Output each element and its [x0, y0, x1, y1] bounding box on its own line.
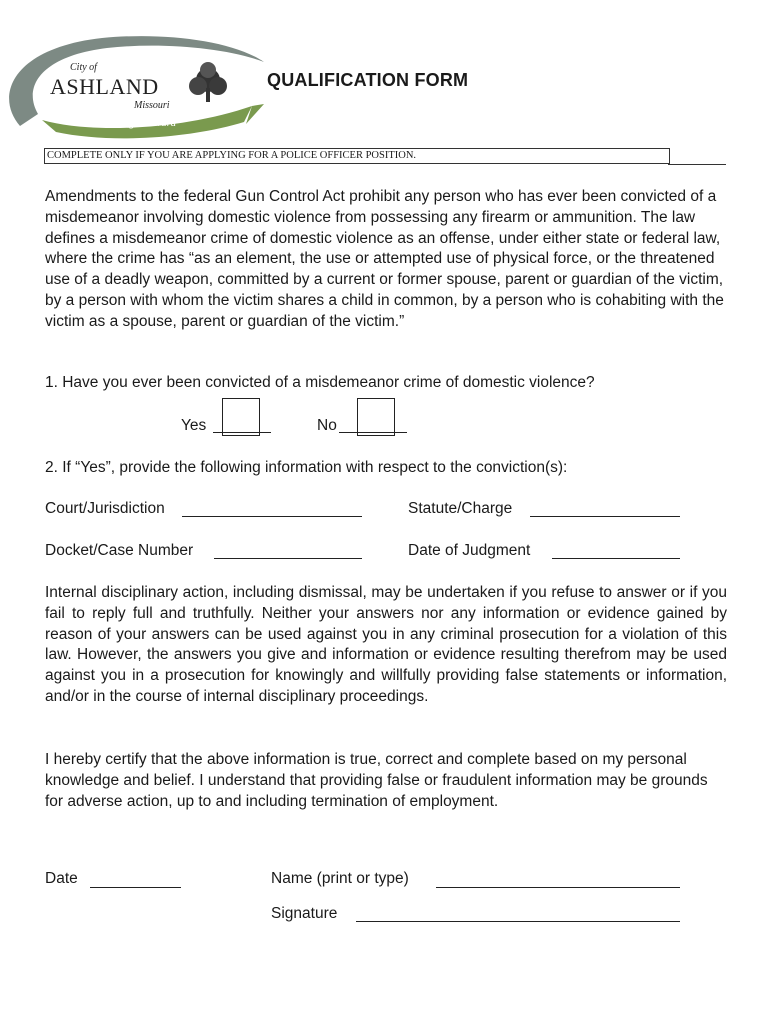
logo-state: Missouri [134, 100, 170, 111]
no-checkbox[interactable] [357, 398, 395, 436]
yes-checkbox[interactable] [222, 398, 260, 436]
yes-label: Yes [181, 417, 207, 434]
date-label: Date [45, 870, 78, 887]
logo-slogan: Growing Forward [96, 117, 177, 129]
logo-city-of: City of [70, 62, 97, 73]
court-jurisdiction-label: Court/Jurisdiction [45, 500, 165, 517]
signature-label: Signature [271, 905, 338, 922]
docket-case-number-label: Docket/Case Number [45, 542, 194, 559]
disciplinary-paragraph: Internal disciplinary action, including dismissal, may be undertaken if you refuse to answer or if you fail to reply full and truthfully. Neither your answers nor any information or evidence gained by reason of your answers can be used against you in any criminal prosecution for a violation of this law. However, the answers you give and information or evidence resulting therefrom may be used against you in a prosecution for knowingly and willfully providing false statements or information, and/or in the course of internal disciplinary proceedings. [45, 584, 727, 705]
tree-icon [189, 62, 227, 102]
statute-charge-label: Statute/Charge [408, 500, 513, 517]
logo-city-name: ASHLAND [50, 74, 159, 99]
statute-charge-field[interactable] [530, 516, 680, 517]
date-of-judgment-field[interactable] [552, 558, 680, 559]
notice-underline [668, 164, 726, 165]
signature-field[interactable] [356, 921, 680, 922]
docket-case-number-field[interactable] [214, 558, 362, 559]
form-title: QUALIFICATION FORM [267, 70, 469, 90]
court-jurisdiction-field[interactable] [182, 516, 362, 517]
name-field[interactable] [436, 887, 680, 888]
position-notice: COMPLETE ONLY IF YOU ARE APPLYING FOR A POLICE OFFICER POSITION. [44, 148, 670, 164]
logo-arrow-tip [246, 104, 264, 124]
date-field[interactable] [90, 887, 181, 888]
name-label: Name (print or type) [271, 870, 409, 887]
question-1: 1. Have you ever been convicted of a misdemeanor crime of domestic violence? [45, 374, 595, 391]
question-2: 2. If “Yes”, provide the following information with respect to the conviction(s): [45, 459, 568, 476]
city-of-ashland-logo [2, 26, 264, 144]
no-label: No [317, 417, 337, 434]
date-of-judgment-label: Date of Judgment [408, 542, 531, 559]
certification-paragraph: I hereby certify that the above information is true, correct and complete based on my personal knowledge and belief. I understand that providing false or fraudulent information may be grounds for adverse action, up to and including termination of employment. [45, 751, 708, 810]
intro-paragraph: Amendments to the federal Gun Control Act prohibit any person who has ever been convicted of a misdemeanor involving domestic violence from possessing any firearm or ammunition. The law defines a misdemeanor crime of domestic violence as an offense, under either state or federal law, where the crime has “as an element, the use or attempted use of physical force, or the threatened use of a deadly weapon, committed by a current or former spouse, parent or guardian of the victim, by a person with whom the victim shares a child in common, by a person who is cohabiting with the victim as a spouse, parent or guardian of the victim.” [45, 188, 724, 330]
